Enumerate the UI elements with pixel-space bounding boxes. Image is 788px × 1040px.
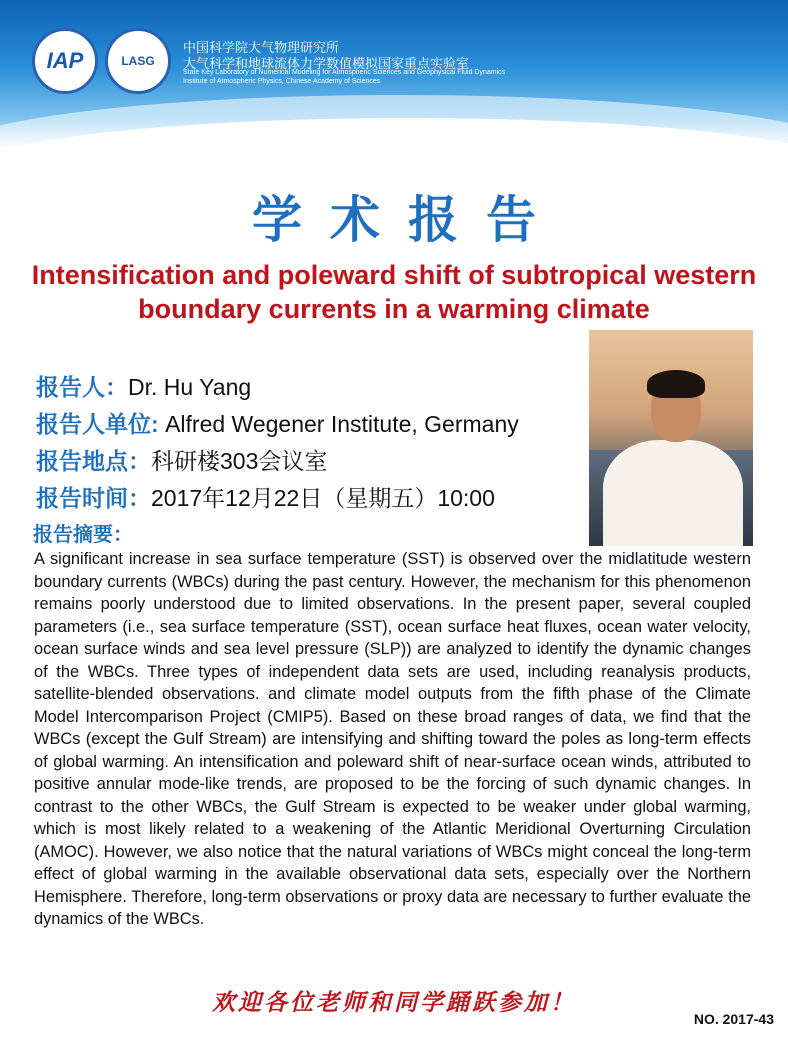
time-label: 报告时间： [36, 485, 151, 511]
poster-number: NO. 2017-43 [693, 1011, 774, 1027]
location-value: 科研楼303会议室 [151, 448, 328, 474]
affiliation-label: 报告人单位: [36, 411, 159, 437]
speaker-label: 报告人： [36, 374, 128, 400]
speaker-name: Dr. Hu Yang [128, 374, 252, 400]
iap-logo: IAP [32, 28, 98, 94]
time-value: 2017年12月22日（星期五）10:00 [151, 485, 495, 511]
abstract-text: A significant increase in sea surface temperature (SST) is observed over the midlatitude western boundary currents (WBCs) during the past century. However, the mechanism for this phenomenon remains poorly understood due to limited observations. In the present paper, several coupled parameters (i.e., sea surface temperature (SST), ocean surface heat fluxes, ocean water velocity, ocean surface winds and sea level pressure (SLP)) are analyzed to identify the dynamic changes of the WBCs. Three types of independent data sets are used, including reanalysis products, satellite-blended observations. and climate model outputs from the fifth phase of the Climate Model Intercomparison Project (CMIP5). Based on these broad ranges of data, we find that the WBCs (except the Gulf Stream) are intensifying and shifting toward the poles as long-term effects of global warming. An intensification and poleward shift of near-surface ocean winds, attributed to positive annular mode-like trends, are proposed to be the forcing of such dynamic changes. In contrast to the other WBCs, the Gulf Stream is expected to be weaker under global warming, which is most likely related to a weakening of the Atlantic Meridional Overturning Circulation (AMOC). However, we also notice that the natural variations of WBCs might conceal the long-term effect of global warming in the available observational data sets, especially over the Northern Hemisphere. Therefore, long-term observations or proxy data are necessary to further evaluate the dynamics of the WBCs. [34, 550, 751, 928]
speaker-photo [589, 330, 753, 546]
lasg-logo: LASG [105, 28, 171, 94]
lab-name-cn: 大气科学和地球流体力学数值模拟国家重点实验室 [183, 56, 470, 71]
talk-title: Intensification and poleward shift of subtropical western boundary currents in a warming climate [31, 260, 757, 324]
org-name-en: Institute of Atmospheric Physics, Chinese Academy of Sciences [183, 78, 381, 85]
location-label: 报告地点： [36, 448, 151, 474]
affiliation-row [36, 406, 519, 439]
org-name-cn: 中国科学院大气物理研究所 [183, 40, 340, 55]
affiliation-value: Alfred Wegener Institute, Germany [165, 411, 519, 437]
photo-hair [647, 370, 705, 398]
lab-name-en: State Key Laboratory of Numerical Modeling for Atmospheric Sciences and Geophysical Fluid Dynamics [183, 69, 506, 76]
photo-shirt [603, 440, 743, 546]
summary-label: 报告摘要： [33, 524, 133, 546]
poster-title-cn: 学术报告 [252, 190, 564, 249]
location-row [36, 443, 327, 476]
header-banner [0, 0, 788, 150]
time-row [36, 480, 495, 513]
welcome-message: 欢迎各位老师和同学踊跃参加！ [212, 989, 576, 1016]
speaker-row [36, 369, 251, 402]
